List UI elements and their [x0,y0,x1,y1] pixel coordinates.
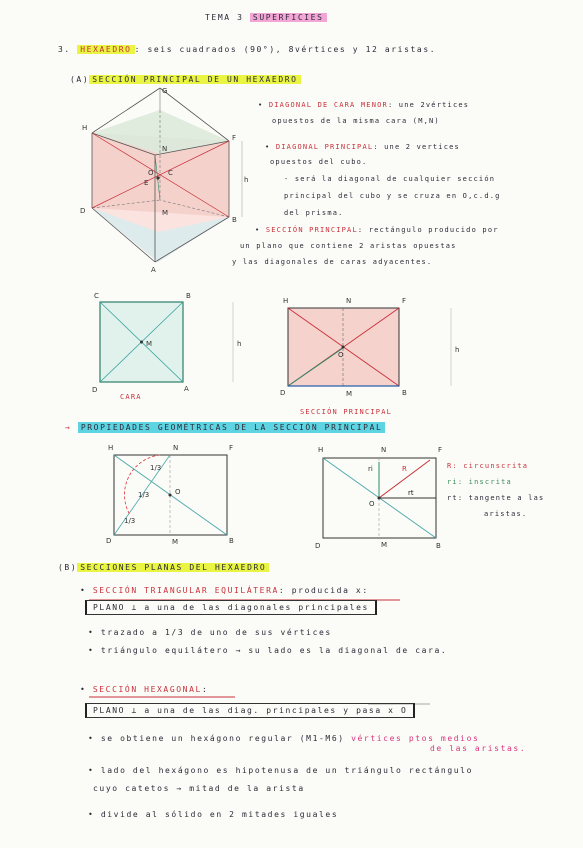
rect-label-m: M [346,390,353,398]
section2-title: PROPIEDADES GEOMÉTRICAS DE LA SECCIÓN PRINCIPAL [78,422,386,433]
cube-label-h-dim: h [244,176,249,184]
hex-after: : [201,685,209,694]
section1-heading [70,75,301,84]
section2-heading [65,423,385,432]
cube-label-a: A [151,266,156,274]
cube-label-d: D [80,207,86,215]
cube-label-b: B [232,216,237,224]
prop-left-label-n: N [173,444,179,452]
square-label-d: D [92,386,98,394]
hex-bullet-2: • lado del hexágono es hipotenusa de un triángulo rectángulo [88,766,473,775]
def1-line1: • DIAGONAL DE CARA MENOR: une 2vértices [258,101,470,109]
square-caption: CARA [120,393,142,401]
def2-line2: opuestos del cubo. [270,158,368,166]
hex-bullet-2-text: lado del hexágono es hipotenusa de un triángulo rectángulo [100,766,473,775]
square-label-m: M [146,340,153,348]
prop-right-label-rt: rt [408,489,414,497]
radii-note-2: ri: inscrita [447,478,512,486]
page-title: SUPERFICIES [250,13,327,22]
def2-line5: del prisma. [284,209,344,217]
cube-label-h: H [82,124,88,132]
tri-box: PLANO ⊥ a una de las diagonales principales [85,600,377,615]
tri-bullet-1: • trazado a 1/3 de uno de sus vértices [88,628,332,637]
prop-right-label-d: D [315,542,321,550]
tri-bullet-2-text: triángulo equilátero → su lado es la diagonal de cara. [100,646,448,655]
prop-left-label-f: F [229,444,234,452]
radii-note-1: R: circunscrita [447,462,529,470]
intro-rest: : seis cuadrados (90°), 8vértices y 12 aristas. [134,45,437,54]
prop-left-label-m: M [172,538,179,546]
hex-bullet-1-note: vértices ptos medios [351,734,480,743]
hex-box: PLANO ⊥ a una de las diag. principales y pasa x O [85,703,415,718]
properties-right-drawing [315,446,442,550]
rect-label-h-dim: h [455,346,460,354]
square-label-h: h [237,340,242,348]
prop-right-label-ri: ri [368,465,373,473]
intro-num: 3. [58,45,71,54]
properties-left-drawing [106,444,234,546]
prop-left-label-d: D [106,537,112,545]
cube-drawing [80,87,248,274]
def1-text1: : une 2vértices [387,101,470,109]
def1-title: DIAGONAL DE CARA MENOR [268,101,388,109]
def2-text1: : une 2 vertices [373,143,460,151]
prop-right-label-f: F [438,446,443,454]
prop-right-label-b: B [436,542,441,550]
def2-line4: principal del cubo y se cruza en O,c.d.g [284,192,501,200]
def1-line2: opuestos de la misma cara (M,N) [272,117,440,125]
section3-heading [58,563,269,572]
rect-label-h: H [283,297,289,305]
hex-bullet-3: • divide al sólido en 2 mitades iguales [88,810,339,819]
section1-num: (A) [70,75,90,84]
radii-note-4: aristas. [484,510,528,518]
prop-right-label-o: O [369,500,375,508]
def3-line2: un plano que contiene 2 aristas opuestas [240,242,457,250]
prop-right-label-r: R [402,465,407,473]
rect-label-f: F [402,297,407,305]
hex-bullet-3-text: divide al sólido en 2 mitades iguales [100,810,339,819]
tri-heading: • SECCIÓN TRIANGULAR EQUILÁTERA: producida x: [80,586,369,595]
prop-left-label-third-2: 1/3 [138,491,150,499]
principal-section-drawing [280,297,459,398]
hex-bullet-2-cont: cuyo catetos → mitad de la arista [93,784,305,793]
def2-line3: - será la diagonal de cualquier sección [284,175,496,183]
square-face-drawing [92,292,241,394]
prop-right-label-n: N [381,446,387,454]
hex-heading: • SECCIÓN HEXAGONAL: [80,685,209,694]
prop-left-label-b: B [229,537,234,545]
hex-title: SECCIÓN HEXAGONAL [92,685,202,694]
cube-label-f: F [232,134,237,142]
rect-label-d: D [280,389,286,397]
section1-title: SECCIÓN PRINCIPAL DE UN HEXAEDRO [89,75,300,84]
prop-left-label-third-3: 1/3 [124,517,136,525]
def3-title: SECCIÓN PRINCIPAL [265,226,358,234]
section3-title: SECCIONES PLANAS DEL HEXAEDRO [77,563,269,572]
tri-bullet-2: • triángulo equilátero → su lado es la diagonal de cara. [88,646,448,655]
prop-left-label-o: O [175,488,181,496]
square-label-c: C [94,292,99,300]
def2-line1: • DIAGONAL PRINCIPAL: une 2 vertices [265,143,460,151]
square-label-a: A [184,385,189,393]
def3-line1: • SECCIÓN PRINCIPAL: rectángulo producido por [255,226,499,234]
section2-arrow: → [65,423,72,432]
cube-label-g: G [162,87,168,95]
def3-line3: y las diagonales de caras adyacentes. [232,258,433,266]
intro-word: HEXAEDRO [77,45,134,54]
tri-after: : producida x: [278,586,369,595]
tri-title: SECCIÓN TRIANGULAR EQUILÁTERA [92,586,279,595]
tema-label: TEMA 3 [205,13,244,22]
cube-label-n: N [162,145,168,153]
radii-note-3: rt: tangente a las [447,494,545,502]
prop-left-label-third-1: 1/3 [150,464,162,472]
cube-label-c: C [168,169,173,177]
tri-bullet-1-text: trazado a 1/3 de uno de sus vértices [100,628,332,637]
rect-label-b: B [402,389,407,397]
def3-text1: : rectángulo producido por [357,226,499,234]
cube-label-o: O [148,169,154,177]
header [205,13,327,22]
prop-right-label-m: M [381,541,388,549]
rect-label-n: N [346,297,352,305]
intro-line [58,45,436,54]
prop-left-label-h: H [108,444,114,452]
section3-num: (B) [58,563,78,572]
hex-bullet-1-text: se obtiene un hexágono regular (M1-M6) [100,734,345,743]
hex-bullet-1: • se obtiene un hexágono regular (M1-M6) vértices ptos medios [88,734,480,743]
rect-caption: SECCIÓN PRINCIPAL [300,408,393,416]
cube-label-e: E [144,179,149,187]
def2-title: DIAGONAL PRINCIPAL [275,143,374,151]
hex-bullet-1-cont: de las aristas. [430,744,527,753]
cube-label-m: M [162,209,169,217]
prop-right-label-h: H [318,446,324,454]
square-label-b: B [186,292,191,300]
rect-label-o: O [338,351,344,359]
